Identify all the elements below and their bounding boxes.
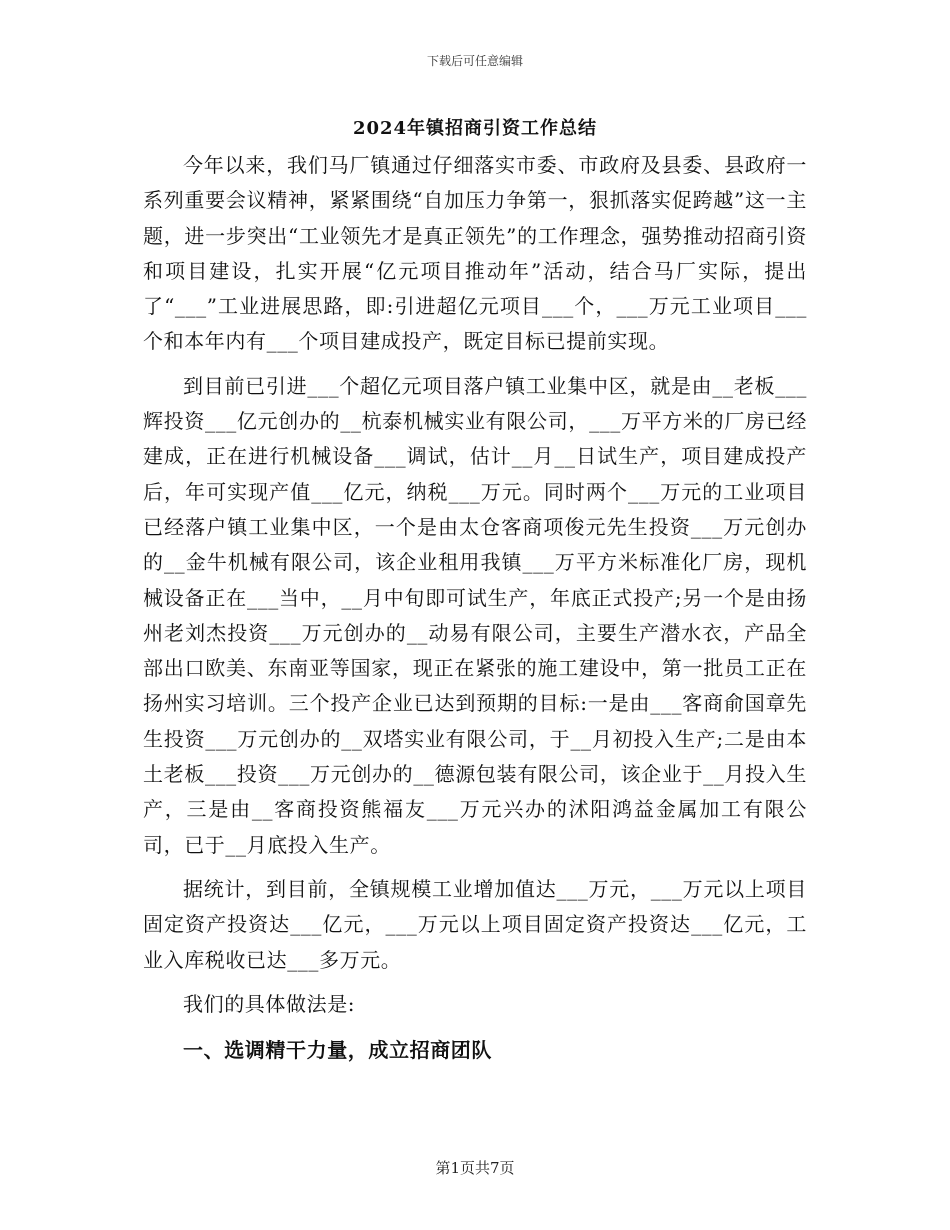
document-body xyxy=(143,148,807,1068)
document-title: 2024年镇招商引资工作总结 xyxy=(352,118,598,139)
header-note: 下载后可任意编辑 xyxy=(426,54,523,68)
paragraph-statistics: 据统计，到目前，全镇规模工业增加值达___万元，___万元以上项目固定资产投资达___亿元，___万元以上项目固定资产投资达___亿元，工业入库税收已达___多万元。 xyxy=(143,876,807,972)
paragraph-intro: 今年以来，我们马厂镇通过仔细落实市委、市政府及县委、县政府一系列重要会议精神，紧紧围绕“自加压力争第一，狠抓落实促跨越”这一主题，进一步突出“工业领先才是真正领先”的工作理念，强势推动招商引资和项目建设，扎实开展“亿元项目推动年”活动，结合马厂实际，提出了“___”工业进展思路，即:引进超亿元项目___个，___万元工业项目___个和本年内有___个项目建成投产，既定目标已提前实现。 xyxy=(143,153,807,354)
paragraph-projects: 到目前已引进___个超亿元项目落户镇工业集中区，就是由__老板___辉投资___亿元创办的__杭泰机械实业有限公司，___万平方米的厂房已经建成，正在进行机械设备___调试，估计__月__日试生产，项目建成投产后，年可实现产值___亿元，纳税___万元。同时两个___万元的工业项目已经落户镇工业集中区，一个是由太仓客商项俊元先生投资___万元创办的__金牛机械有限公司，该企业租用我镇___万平方米标准化厂房，现机械设备正在___当中，__月中旬即可试生产，年底正式投产;另一个是由扬州老刘杰投资___万元创办的__动易有限公司，主要生产潜水衣，产品全部出口欧美、东南亚等国家，现正在紧张的施工建设中，第一批员工正在扬州实习培训。三个投产企业已达到预期的目标:一是由___客商俞国章先生投资___万元创办的__双塔实业有限公司，于__月初投入生产;二是由本土老板___投资___万元创办的__德源包装有限公司，该企业于__月投入生产，三是由__客商投资熊福友___万元兴办的沭阳鸿益金属加工有限公司，已于__月底投入生产。 xyxy=(143,373,807,857)
paragraph-methods-intro: 我们的具体做法是: xyxy=(183,991,356,1016)
section-heading: 一、选调精干力量，成立招商团队 xyxy=(183,1038,492,1063)
page-footer: 第1页共7页 xyxy=(435,1159,515,1177)
